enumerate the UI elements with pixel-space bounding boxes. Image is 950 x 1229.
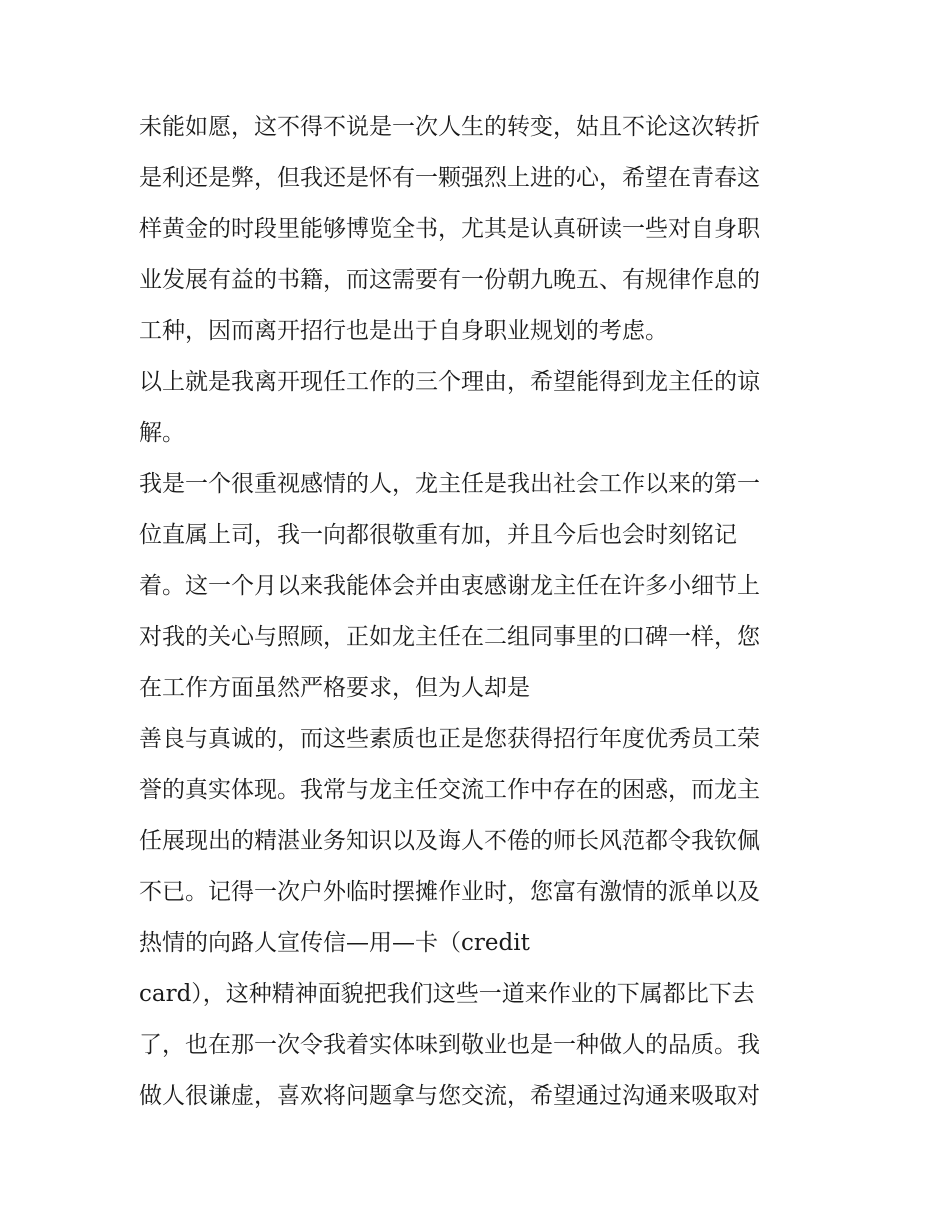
text-line: 位直属上司，我一向都很敬重有加，并且今后也会时刻铭记: [139, 522, 737, 548]
text-line: 热情的向路人宣传信—用—卡（credit: [139, 930, 530, 956]
text-line: 对我的关心与照顾，正如龙主任在二组同事里的口碑一样，您: [139, 624, 760, 650]
text-line: 是利还是弊，但我还是怀有一颗强烈上进的心，希望在青春这: [139, 165, 760, 191]
text-line: 着。这一个月以来我能体会并由衷感谢龙主任在许多小细节上: [139, 573, 760, 599]
text-line: 了，也在那一次令我着实体味到敬业也是一种做人的品质。我: [139, 1032, 760, 1058]
text-line: 未能如愿，这不得不说是一次人生的转变，姑且不论这次转折: [139, 114, 760, 140]
text-line: 做人很谦虚，喜欢将问题拿与您交流，希望通过沟通来吸取对: [139, 1083, 760, 1109]
text-line: 任展现出的精湛业务知识以及诲人不倦的师长风范都令我钦佩: [139, 828, 760, 854]
text-line: 以上就是我离开现任工作的三个理由，希望能得到龙主任的谅: [139, 369, 760, 395]
text-line: 善良与真诚的，而这些素质也正是您获得招行年度优秀员工荣: [139, 726, 760, 752]
text-line: 样黄金的时段里能够博览全书，尤其是认真研读一些对自身职: [139, 216, 760, 242]
text-line: 在工作方面虽然严格要求，但为人却是: [139, 675, 530, 701]
text-line: card），这种精神面貌把我们这些一道来作业的下属都比下去: [139, 981, 755, 1007]
body-text: [139, 102, 819, 1122]
text-line: 工种，因而离开招行也是出于自身职业规划的考虑。: [139, 318, 668, 344]
text-line: 誉的真实体现。我常与龙主任交流工作中存在的困惑，而龙主: [139, 777, 760, 803]
text-line: 解。: [139, 420, 185, 446]
text-line: 不已。记得一次户外临时摆摊作业时，您富有激情的派单以及: [139, 879, 760, 905]
text-line: 我是一个很重视感情的人，龙主任是我出社会工作以来的第一: [139, 471, 760, 497]
text-line: 业发展有益的书籍，而这需要有一份朝九晚五、有规律作息的: [139, 267, 760, 293]
